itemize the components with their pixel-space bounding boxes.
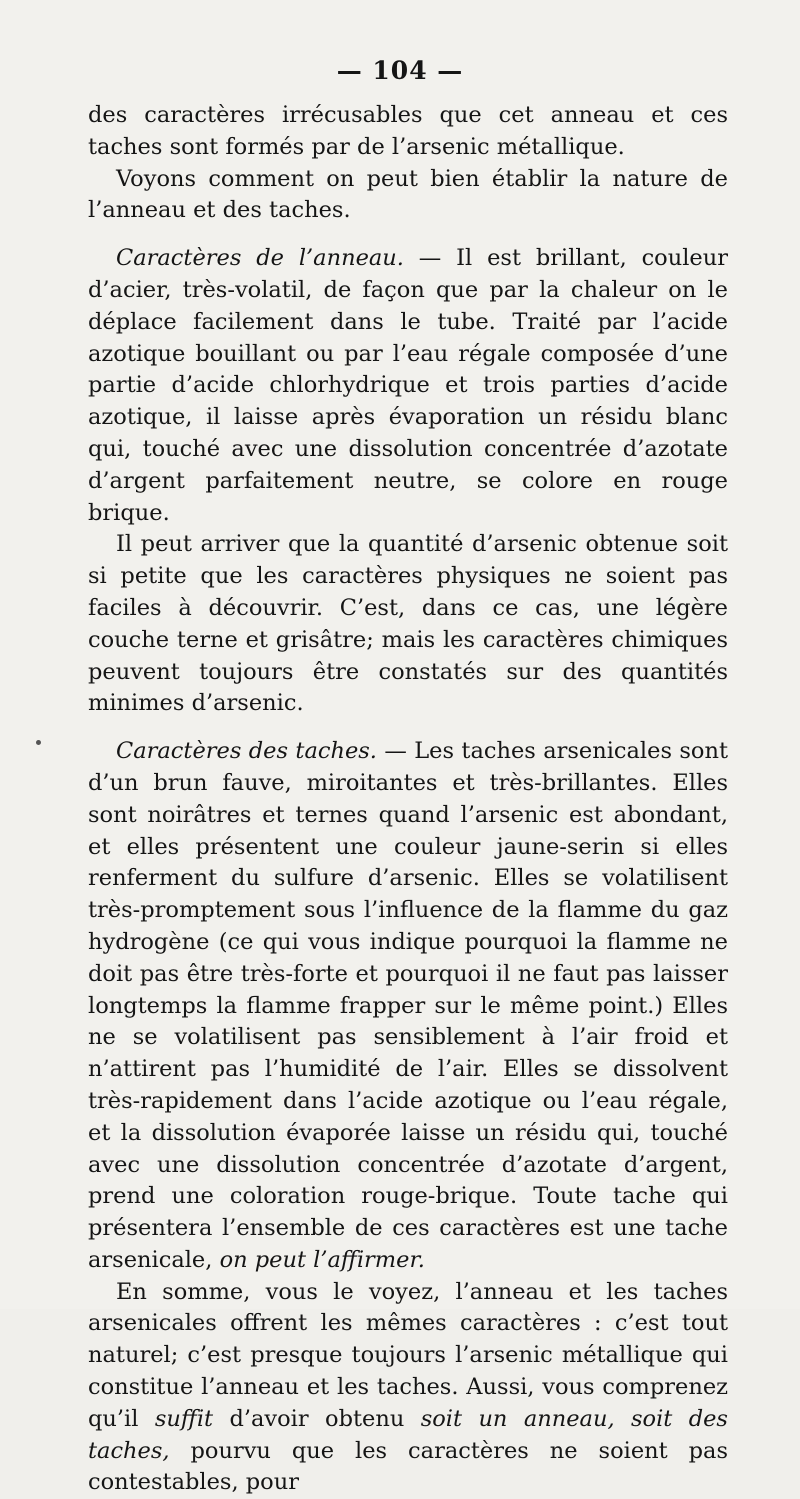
page-number: — 104 — [336, 56, 464, 85]
emphasis-text: on peut l’affirmer. [219, 1246, 425, 1273]
paragraph-en-somme [88, 1277, 728, 1499]
paragraph-quantite [88, 529, 728, 720]
paragraph-text: Il peut arriver que la quantité d’arsenic obtenue soit si petite que les caractères physiques ne soient pas faciles à découvrir. C’est, dans ce cas, une légère couche terne et grisâtre; mais les caractères chimiques peuvent toujours être constatés sur des quantités minimes d’arsenic. [88, 531, 728, 717]
paragraph-text: d’avoir obtenu [213, 1405, 421, 1432]
paragraph-voyons [88, 164, 728, 228]
paragraph-text: pourvu que les caractères ne soient pas contestables, pour [88, 1437, 728, 1496]
paragraph-text: Voyons comment on peut bien établir la nature de l’anneau et des taches. [88, 165, 728, 224]
ink-speck [36, 740, 41, 745]
paragraph-text: des caractères irrécusables que cet anneau et ces taches sont formés par de l’arsenic métallique. [88, 102, 728, 160]
paragraph-anneau [88, 243, 728, 529]
paragraph-text: — Les taches arsenicales sont d’un brun fauve, miroitantes et très-brillantes. Elles sont noirâtres et ternes quand l’arsenic est abondant, et elles présentent une couleur jaune-serin si elles renferment du sulfure d’arsenic. Elles se volatilisent très-promptement sous l’influence de la flamme du gaz hydrogène (ce qui vous indique pourquoi la flamme ne doit pas être très-forte et pourquoi il ne faut pas laisser longtemps la flamme frapper sur le même point.) Elles ne se volatilisent pas sensiblement à l’air froid et n’attirent pas l’humidité de l’air. Elles se dissolvent très-rapidement dans l’acide azotique ou l’eau régale, et la dissolution évaporée laisse un résidu qui, touché avec une dissolution concentrée d’azotate d’argent, prend une coloration rouge-brique. Toute tache qui présentera l’ensemble de ces caractères est une tache arsenicale, [88, 738, 728, 1273]
paragraph-taches [88, 736, 728, 1277]
paragraph-text: — Il est brillant, couleur d’acier, très-volatil, de façon que par la chaleur on le déplace facilement dans le tube. Traité par l’acide azotique bouillant ou par l’eau régale composée d’une partie d’acide chlorhydrique et trois parties d’acide azotique, il laisse après évaporation un résidu blanc qui, touché avec une dissolution concentrée d’azotate d’argent parfaitement neutre, se colore en rouge brique. [88, 245, 728, 526]
section-heading-anneau: Caractères de l’anneau. [116, 245, 404, 272]
paragraph-text: En somme, vous le voyez, l’anneau et les taches arsenicales offrent les mêmes caractères : c’est tout naturel; c’est presque toujours l’arsenic métallique qui constitue l’anneau et les taches. Aussi, vous comprenez qu’il [88, 1278, 728, 1432]
section-heading-taches: Caractères des taches. [116, 738, 377, 765]
emphasis-text: suffit [154, 1405, 214, 1432]
paragraph-continuation [88, 100, 728, 164]
page-body [88, 100, 728, 1499]
emphasis-text: soit un anneau, soit des taches, [88, 1405, 728, 1464]
